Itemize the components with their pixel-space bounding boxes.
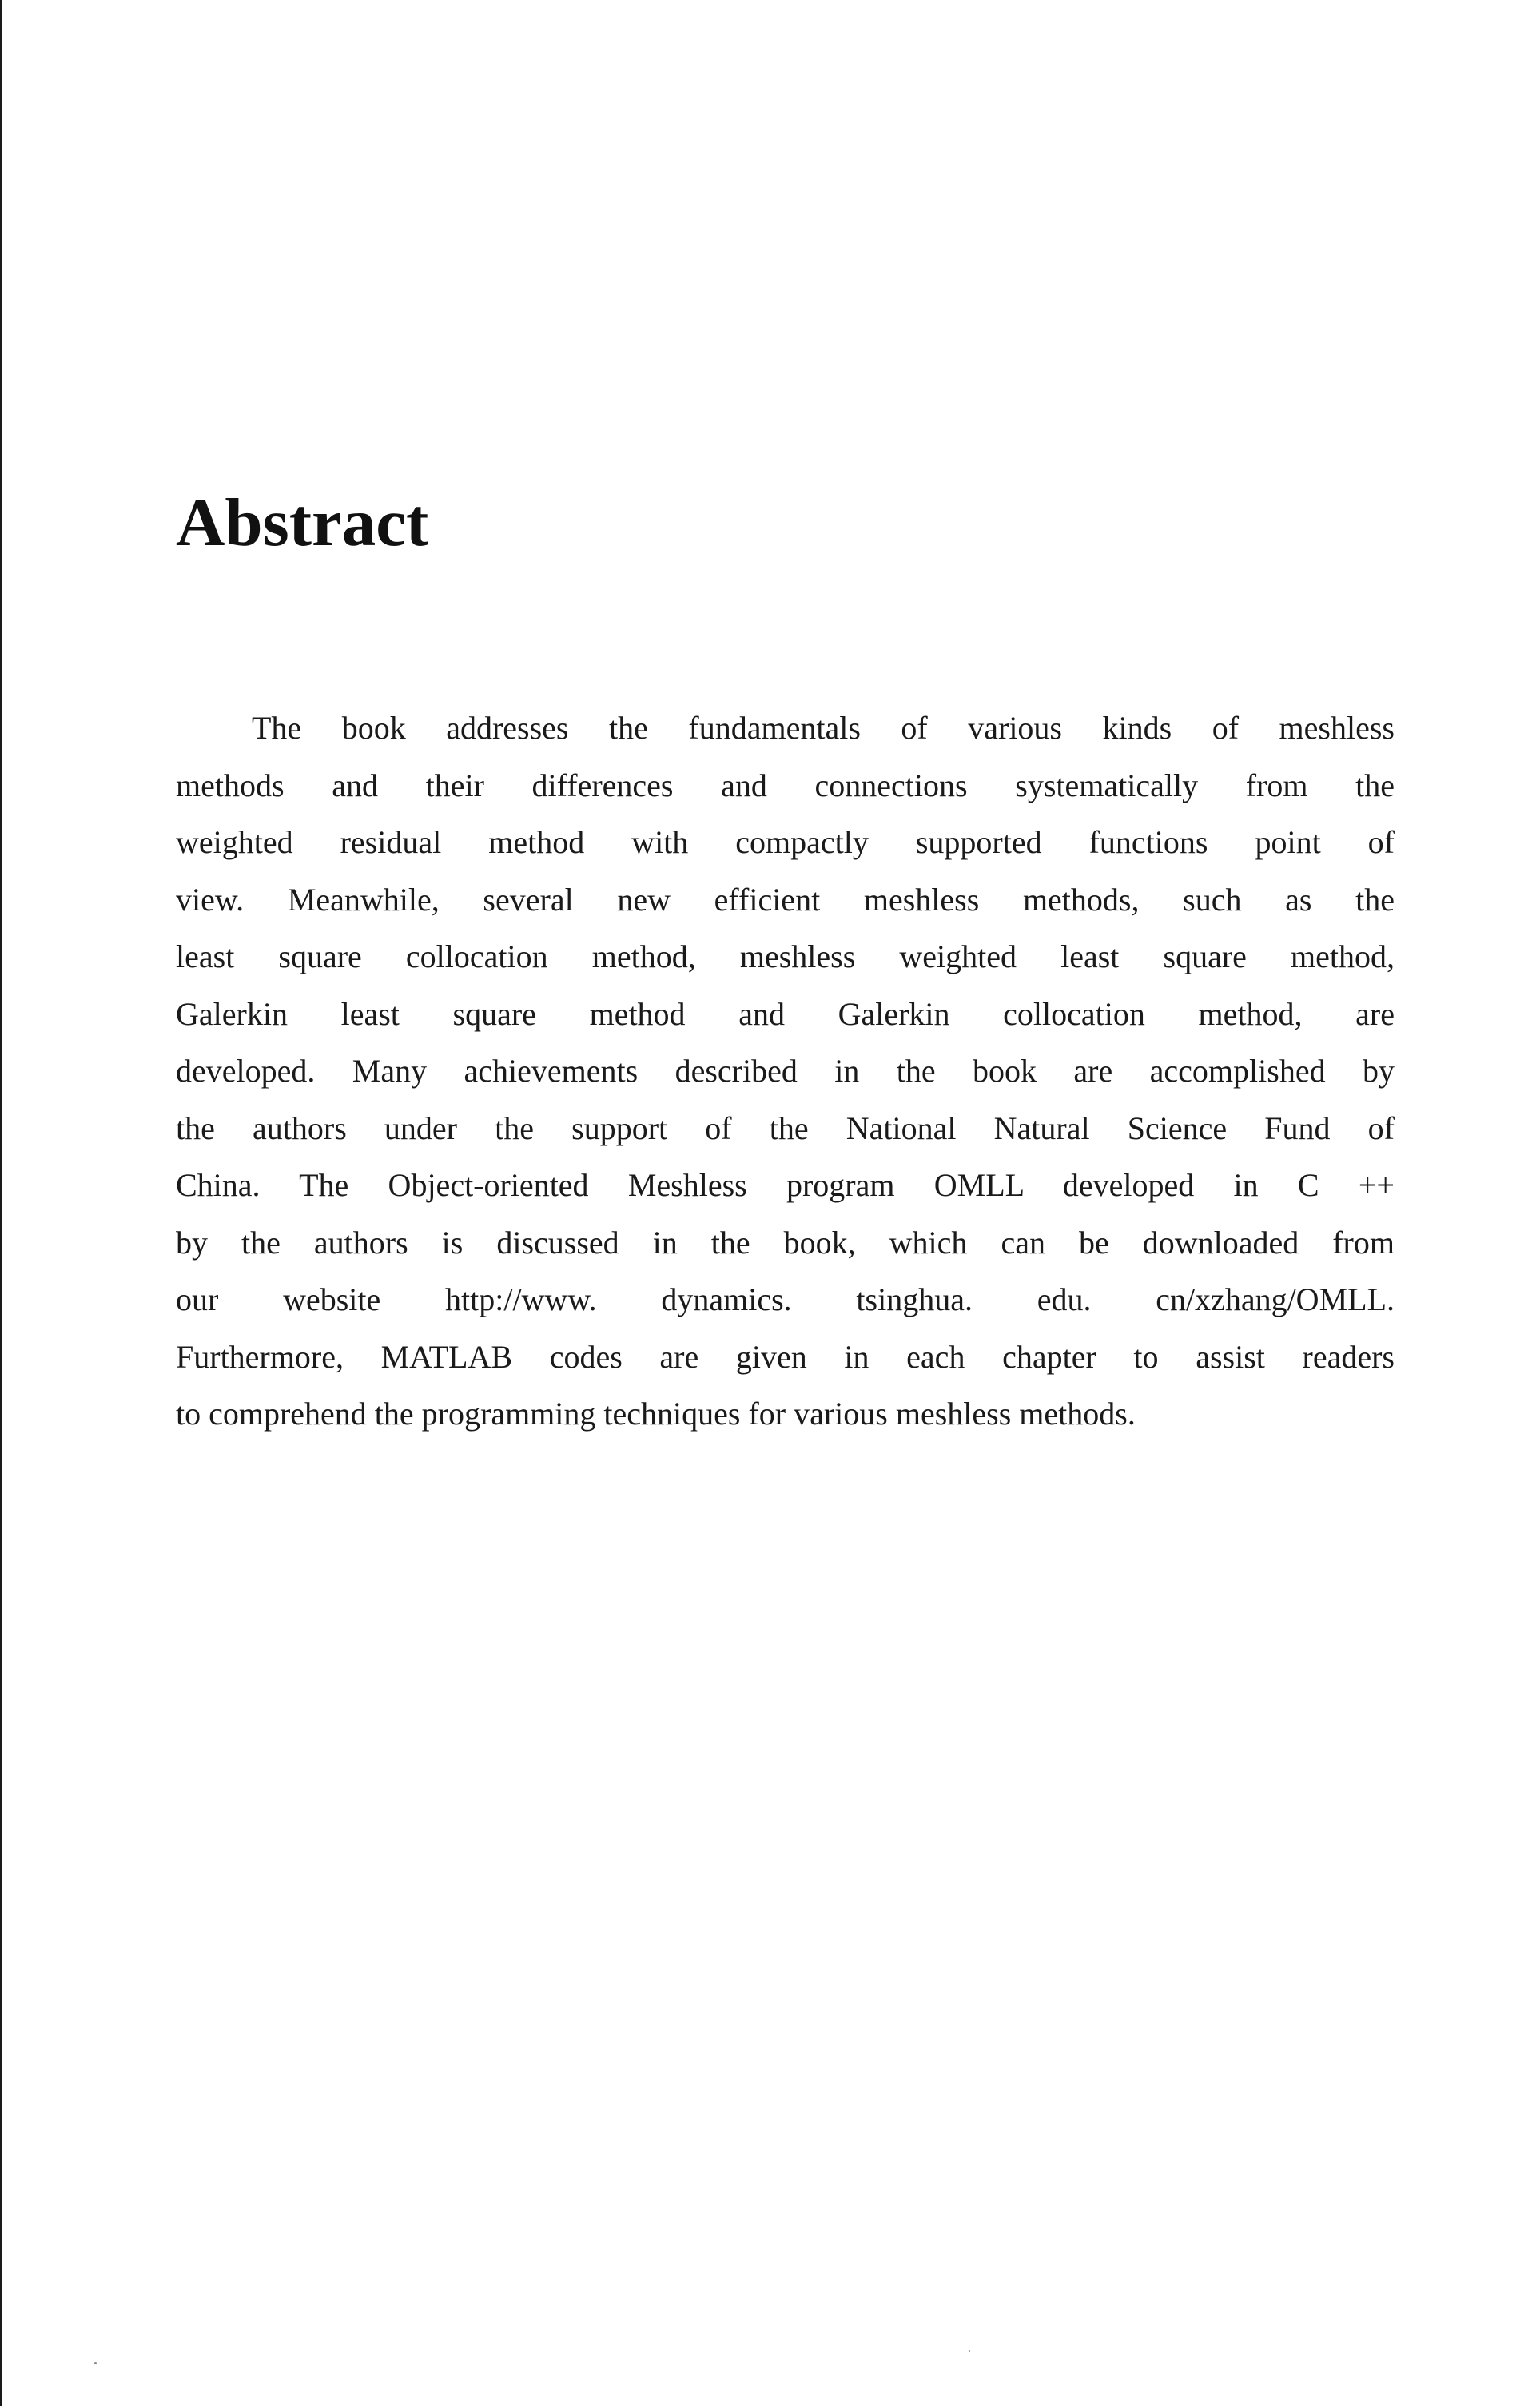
paragraph-line: Galerkin least square method and Galerkin collocation method, are xyxy=(176,995,1395,1032)
paragraph-line: methods and their differences and connections systematically from the xyxy=(176,767,1395,803)
paragraph-line: our website http://www. dynamics. tsinghua. edu. cn/xzhang/OMLL. xyxy=(176,1281,1395,1317)
paragraph-line: to comprehend the programming techniques for various meshless methods. xyxy=(176,1396,1136,1432)
paragraph-line: least square collocation method, meshless weighted least square method, xyxy=(176,938,1395,974)
paragraph-line: weighted residual method with compactly supported functions point of xyxy=(176,824,1395,860)
paragraph-line: developed. Many achievements described in the book are accomplished by xyxy=(176,1053,1395,1089)
paragraph-line: Furthermore, MATLAB codes are given in each chapter to assist readers xyxy=(176,1338,1395,1375)
abstract-heading: Abstract xyxy=(176,485,429,560)
paragraph-line: the authors under the support of the National Natural Science Fund of xyxy=(176,1109,1395,1146)
paragraph-line: The book addresses the fundamentals of various kinds of meshless xyxy=(252,710,1395,746)
scan-speck xyxy=(969,2350,970,2352)
page-edge-line xyxy=(0,0,2,2406)
paragraph-line: view. Meanwhile, several new efficient meshless methods, such as the xyxy=(176,881,1395,918)
scan-speck xyxy=(94,2362,97,2364)
abstract-paragraph xyxy=(176,699,1395,1443)
paragraph-line: China. The Object-oriented Meshless program OMLL developed in C ++ xyxy=(176,1167,1395,1203)
paragraph-line: by the authors is discussed in the book, which can be downloaded from xyxy=(176,1224,1395,1261)
